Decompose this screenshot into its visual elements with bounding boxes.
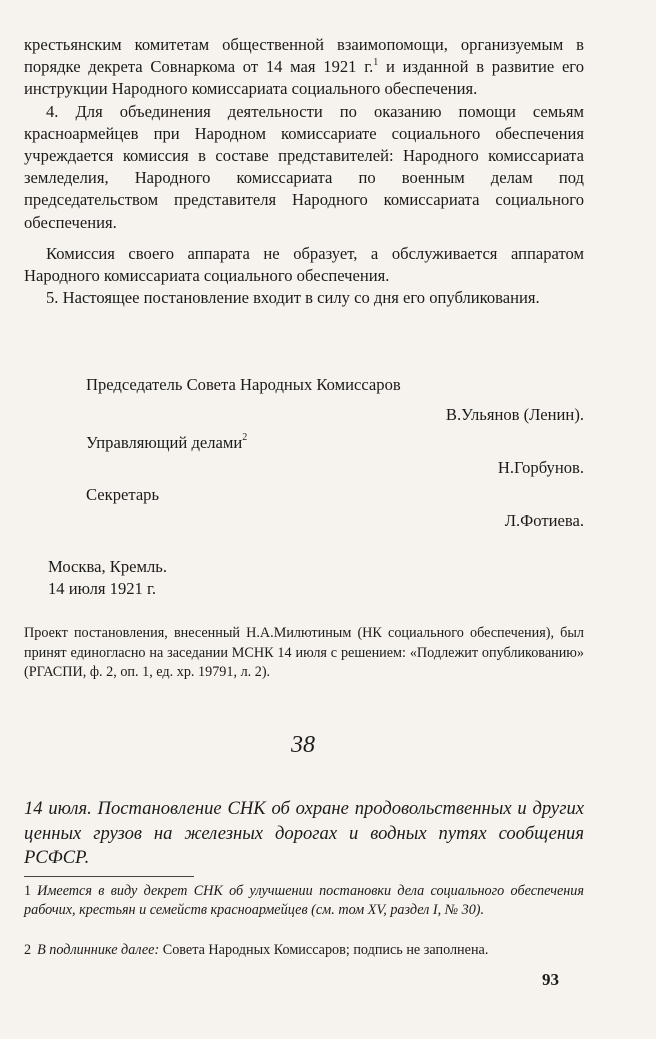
document-number: 38	[291, 732, 315, 758]
place: Москва, Кремль.	[48, 557, 167, 576]
secretary-name: Л.Фотиева.	[504, 511, 584, 530]
paragraph-commission: Комиссия своего аппарата не образует, а обслуживается аппаратом Народного комиссариата социального обеспечения.	[24, 243, 584, 286]
footnote-2	[24, 941, 584, 960]
manager-title-text: Управляющий делами	[86, 433, 243, 452]
footnote-ref-2[interactable]: 2	[242, 432, 248, 444]
manager-title	[86, 432, 247, 454]
date: 14 июля 1921 г.	[48, 579, 157, 598]
footnote-2-lead: В подлиннике далее:	[37, 942, 160, 958]
paragraph-text-tail: и изданной в развитие его инструкции Народного комиссариата социального обеспечения.	[24, 57, 584, 99]
chair-title: Председатель Совета Народных Комиссаров	[86, 375, 401, 394]
page-number: 93	[542, 970, 559, 989]
chair-name: В.Ульянов (Ленин).	[445, 405, 584, 424]
footnote-ref-1[interactable]: 1	[373, 56, 379, 68]
footnote-1-mark: 1	[24, 883, 32, 899]
footnote-1-text: Имеется в виду декрет СНК об улучшении постановки дела социального обеспечения рабочих, крестьян и семейств красноармейцев (см. том XV, раздел I, № 30).	[24, 883, 584, 918]
paragraph-5: 5. Настоящее постановление входит в силу со дня его опубликования.	[46, 288, 540, 308]
manager-name: Н.Горбунов.	[497, 458, 584, 477]
footnote-2-mark: 2	[24, 942, 32, 958]
footnote-2-text: Совета Народных Комиссаров; подпись не заполнена.	[159, 942, 489, 958]
paragraph-continuation	[24, 34, 584, 101]
footnote-1	[24, 882, 584, 920]
footnote-divider	[24, 876, 194, 877]
archive-note: Проект постановления, внесенный Н.А.Милютиным (НК социального обеспечения), был принят единогласно на заседании МСНК 14 июля с решением: «Подлежит опубликованию» (РГАСПИ, ф. 2, оп. 1, ед. хр. 19791, л. 2).	[24, 625, 584, 681]
secretary-title: Секретарь	[86, 485, 160, 504]
document-title: 14 июля. Постановление СНК об охране продовольственных и других ценных грузов на железных дорогах и водных путях сообщения РСФСР.	[24, 798, 584, 869]
paragraph-4: 4. Для объединения деятельности по оказанию помощи семьям красноармейцев при Народном комиссариате социального обеспечения учреждается комиссия в составе представителей: Народного комиссариата земледелия, Народного комиссариата по военным делам под председательством представителя Народного комиссариата социального обеспечения.	[24, 101, 584, 232]
body-text	[24, 34, 584, 309]
paragraph-text: крестьянским комитетам общественной взаимопомощи, организуемым в порядке декрета Совнаркома от 14 мая 1921 г.	[24, 35, 584, 77]
